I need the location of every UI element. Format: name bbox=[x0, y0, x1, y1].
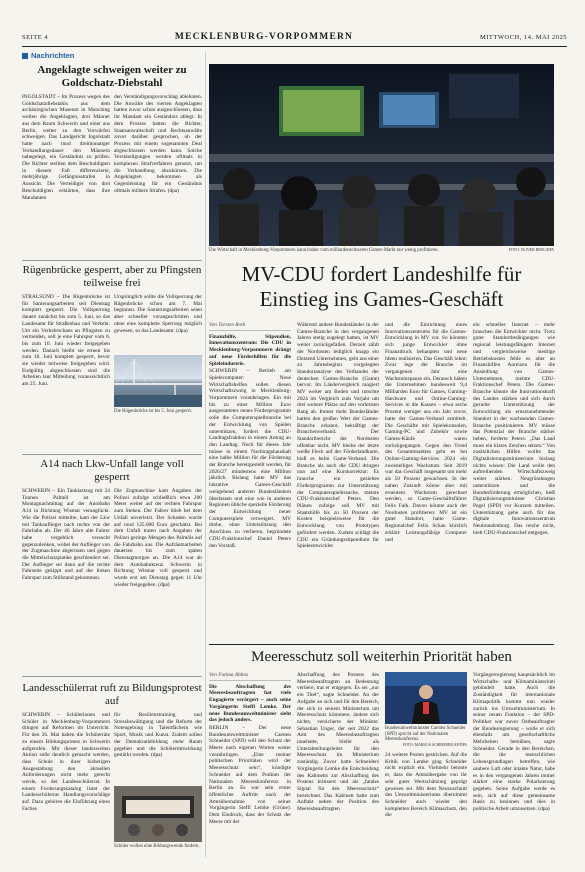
main-article-col3: und die Einrichtung eines Innovationszentrums für die Games-Entwicklung in MV vor. So könnten sich junge Entwickler ohne Finanzdruck behaupten und neue Ideen realisieren. Das Geschäft lohnt: Zwar lege die Branche im vergangenen Jahr eine Wachstumspause ein. Dennoch hätten die Unternehmen bundesweit 9,4 Milliarden Euro für Games, Gaming-Hardware und Online-Gaming-Services in die Kassen – etwa sechs Prozent weniger aus ein Jahr zuvor, hatte der Games-Verband ermittelt. Die Geschäfte mit Spielekonsolen, Gaming-PC und Zubehör sowie Games-Käufe waren zurückgegangen. Gegen den Trend des Gesamtmarktes geht es bei Online-Gaming-Services 2024 ein zweistelliges Wachstum. Seit 2019 war das Geschäft insgesamt um mehr als 50 Prozent gewachsen. In der nahen Zukunft könne aber mit erneutem Wachstum gerechnet werden, so Game-Geschäftsführer Felix Falk. Davon könnte auch der Nordosten profitieren: MV ist ein guter Standort, hatte Game-Regionalchef Felix Schan kürzlich erklärt: Leistungsfähige Computer und bbox=[385, 322, 467, 543]
article-a14-col2: Die Zugmaschine kam Angaben der Polizei zufolge schließlich etwa 200 Meter weiter auf der rechten Fahrspur zum Stehen. Der Fahrer blieb bei dem Unfall unverletzt. Der Schaden wurde auf rund 125.000 Euro geschätzt. Bei dem Unfall traten nach Angaben der Polizei geringe Mengen des Palmöls auf die Fahrbahn aus. Die Aufräumarbeiten dauerten bis zum späten Dienstagmorgen an. Die A14 war ab dem Autobahnkreuz Schwerin in Richtung Wismar voll gesperrt und wurde erst am Dienstag gegen 11 Uhr wieder freigegeben. (dpa) bbox=[114, 488, 202, 588]
news-kicker: Nachrichten bbox=[22, 51, 74, 60]
article-ruegenbruecke-col1: STRALSUND – Die Rügenbrücke ist für Sanierungsarbeiten seit Dienstag komplett gesperrt. Die Vollsperrung dauere zunächst bis zum 5. Juni, so das Landesamt für Straßenbau und Verkehr. Um ein Verkehrschaos an Pfingsten zu vermeiden, soll je eine Fahrspur vom 6. bis zum 10. Juni wieder freigegeben werden. Danach bleibt sie erneut bis zum 18. Juni komplett gesperrt, bevor sie wieder teilweise freigegeben wird. Endgültig abgeschlossen sind die Arbeiten laut Mitteilung voraussichtlich am 25. Juni. bbox=[22, 294, 110, 388]
main-byline: Von Torsten Roth bbox=[209, 322, 291, 331]
paper-section: MECKLENBURG-VORPOMMERN bbox=[174, 32, 354, 42]
bottom-article-col1 bbox=[209, 672, 291, 857]
main-article-col4: ein schnelles Internet – mehr brauchen die Entwickler nicht. Trotz guter Standortbedingungen wie regional leistungsfähigem Internet und vergleichsweise niedrige Betriebskosten fehle es aber an Finanzhilfen Anreizen für die Ansiedlung von Games-Unternehmen, meinte CDU-Fraktionschef Peters. Die Games-Branche könnte die Innovationskraft des Landes stärken und sich durch gezielte Unterstützung der Entwicklung als ernstzunehmender Standort in der wachsenden Games-Branche positionieren. MV müsse das Potenzial der Branche stärker heben, forderte Peters: „Das Land muss ein klares Zeichen setzen.“ Von zusätzlichen Hilfen wollte das Digitalisierungsministerium bislang nichts wissen: Die Land wolle den auftreibenden Wirtschaftszweig weiter stärken. Neugründungen unterstützen und die Bundesförderung ermöglichen, hieß Digitalisierungsminister Christian Pegel (SPD) vor Kurzem mitteilen. Unterstützung gebe auch für das digitale Innovationszentrum Neubrandenburg. Das reiche nicht, hielt CDU-Fraktionschef entgegen. bbox=[473, 322, 555, 536]
article-goldschatz-headline: Angeklagte schweigen weiter zu Goldschatz-Diebstahl bbox=[37, 64, 187, 89]
column-divider bbox=[205, 52, 206, 857]
divider bbox=[22, 676, 202, 677]
bottom-lead: Die Abschaffung des Meeresbeauftragten hat viele Engagierte verärgert – auch seine Vorgängerin Steffi Lemke. Der neue Bundesumweltminister sieht das jedoch anders. bbox=[209, 683, 291, 724]
article-goldschatz-col1: INGOLSTADT – Im Prozess wegen des Goldschatzdiebstahls aus dem archäologischen Museum in Manching wollen die Angeklagten, drei Männer aus dem Raum Schwerin und einer aus Berlin, weiter zu den Vorwürfen schweigen. Das Landgericht Ingolstadt hatte nach rund dreimonatiger Verhandlungsdauer den Männern nahegelegt, ein Geständnis zu prüfen. Die Richter stellten dem Beschuldigten in diesem Fall differenzierte, mehrjährige Gefängnisstrafen in Aussicht. Die Verteidiger von drei Beschuldigten erklärten, dass ihre Mandanten bbox=[22, 94, 110, 201]
article-schuelerrat-col1: SCHWERIN – Schülerinnen und Schüler in Mecklenburg-Vorpommern dringen auf Reformen im Unterricht. Für den 26. Mai haben die Schülerräte zu einem Bildungsprotest in Schwerin aufgerufen. Mit dieser landesweiten Aktion solle deutlich gemacht werden, dass Schule in ihrer bisherigen Ausgestaltung den aktuellen Anforderungen nicht mehr gerecht werde, so der Landesschülerrat. In einem Forderungskatalog listet der Landesschülerrat Handlungsvorschläge auf. Dazu gehören die Einführung eines Faches bbox=[22, 712, 110, 812]
article-goldschatz-col2: den Verständigungsvorschlag ablehnten. Die Anwälte des vierten Angeklagten hatten zuvor schon ausgeschlossen, dass ihr Mandant ein Geständnis ablegt. In dem Prozess hatten die Richter, Staatsanwaltschaft und Rechtsanwälte zuvor darüber gesprochen, ob der Prozess mit einem sogenannten Deal abgeschlossen werden kann. Solche Verständigungen werden oftmals in komplexen Strafverfahren genutzt, um die Verhandlung abzukürzen. Die Angeklagten bekommen als Gegenleistung für ein Geständnis oftmals mildere Strafen. (dpa) bbox=[114, 94, 202, 194]
article-schuelerrat-headline: Landesschülerrat ruft zu Bildungsprotest auf bbox=[22, 682, 202, 707]
masthead bbox=[22, 30, 567, 44]
article-a14-headline: A14 nach Lkw-Unfall lange voll gesperrt bbox=[40, 458, 184, 483]
gaming-hall-photo bbox=[209, 64, 554, 246]
bottom-text-1: BERLIN – Der neue Bundesumweltminister Carsten Schneider (SPD) will den Schutz der Meere nach eigenen Worten weiter voranbringen. „Eine meiner politischen Prioritäten wird der Meeresschutz sein“, kündigte Schneider auf dem Podium der Nationalen Meereskonferenz in Berlin an. Es war sein erster öffentlicher Auftritt nach der Amtsübernahme von seiner Vorgängerin Steffi Lemke (Grüne). Dem Eindruck, dass der Schutz der Meere mit der bbox=[209, 724, 291, 825]
minister-photo-caption: Bundesumweltminister Carsten Schneider (SPD) spricht auf der Nationalen Meereskonferenz. bbox=[385, 726, 466, 743]
main-article-col1 bbox=[209, 322, 291, 640]
article-ruegenbruecke-headline: Rügenbrücke gesperrt, aber zu Pfingsten teilweise frei bbox=[22, 264, 202, 289]
bottom-article-col2: Abschaffung des Postens des Meeresbeauftragten an Bedeutung verliere, trat er entgegen. Es sei „nur ein Titel“, sagte Schneider. An der Aufgabe an sich und für den Bereich, der sich in seinem Ministerium um Meeresschutz kümmere, ändere sich nichts, versicherte der Minister. Sebastian Unger, der seit 2022 das Amt des Meeresbeauftragten innehatte, bleibt als Unterabteilungsleiter für den Meeresschutz im Ministerium zuständig. Zuvor hatte Schneiders Vorgängerin Lemke die Entscheidung des Kabinetts zur Abschaffung des Postens kritisiert und als „fatales Signal für den Meeresschutz“ bezeichnet. Das Kabinett hatte zum Auftakt neben der Position des Meeresbeauftragten bbox=[297, 672, 379, 813]
gaming-photo-credit: FOTO: OLIVER BERG/DPA bbox=[508, 248, 554, 252]
students-photo bbox=[114, 786, 202, 842]
bridge-photo-caption: Die Rügenbrücke ist bis 5. Juni gesperrt. bbox=[114, 409, 193, 414]
bottom-article-col3: 24 weitere Posten gestrichen. Auf die Kritik von Lemke ging Schneider nicht explizit ein. Vielmehr betonte er, dass die Amtsübergabe von ihr sehr guter Wertschätzung geprägt gewesen sei. Mit dem Neuzuschnitt des Umweltministeriums übernimmt Schneider auch wieder den kompletten Bereich Klimaschutz, den die bbox=[385, 752, 467, 819]
divider bbox=[22, 454, 202, 455]
bottom-headline: Meeresschutz soll weiterhin Priorität haben bbox=[251, 649, 512, 665]
divider bbox=[22, 260, 202, 261]
issue-date: MITTWOCH, 14. MAI 2025 bbox=[479, 33, 567, 41]
bottom-byline: Von Fatima Abbas bbox=[209, 672, 291, 681]
main-headline-line2: Einstieg ins Games-Geschäft bbox=[259, 287, 504, 311]
gaming-photo-caption: Die Wirtschaft in Mecklenburg-Vorpommern kann bisher vom milliardenschweren Games-Markt nur wenig profitieren. bbox=[209, 248, 439, 253]
square-icon bbox=[22, 53, 28, 59]
page-number: SEITE 4 bbox=[22, 33, 49, 41]
main-text-1: SCHWERIN – Betrieb am Spielecomputer: Neue Wirtschaftshelfen sollen diesen Wirtschaftszweig in Mecklenburg-Vorpommern voranbringen. Ein mit bis zu einer Million Euro ausgestattetes neues Förderprogramm solle die Computerspielbranche bei der Entwicklung von Spielen unterstützen, fordert die CDU-Landtagsfraktion in einem Antrag an den Landtag. Noch für dieses Jahr müsse in einem Nachtragshaushalt eine halbe Million für die Förderung der Branche bereitgestellt werden, für 2026/27 mindestens eine Million jährlich. Bislang hatte MV das lukrative Games-Geschäft weitgehend anderen Bundesländern überlassen und eine wie in anderen Regionen übliche spezielle Förderung der Entwicklung neuer Computerspiele verweigert. MV drohe, ohne Unterstützung den Anschluss zu verlieren, begründete CDU-Fraktionschef Daniel Peters den Vorstoß. bbox=[209, 368, 291, 549]
main-headline-line1: MV-CDU fordert Landeshilfe für bbox=[241, 262, 522, 286]
bottom-article-col4: Vorgängerregierung hauptsächlich im Wirtschafts- und Klimaministerium gebündelt hatte. Auch die Zuständigkeit für internationale Klimapolitik kommt nun wieder zurück ins Umweltministerium. In seiner neuen Funktion – der SPD-Politiker war zuvor Ostbeauftragter der Bundesregierung – wolle er sich ebenfalls um gesellschaftliche Mehrheiten bemühen, sagte Schneider. Gerade in den Bereichen, die die menschlichen Lebensgrundlagen betreffen, wie saubere Luft oder intakte Natur, habe es in den vergangenen Jahren immer stärker eine starke Polarisierung gegeben. Seine Aufgabe werde es sein, sich auf diese gemeinsame Basis zu besinnen und dies in politische Arbeit umzusetzen. (dpa) bbox=[473, 672, 555, 813]
minister-photo bbox=[385, 672, 467, 724]
masthead-rule bbox=[22, 46, 567, 47]
article-schuelerrat-col2: für Resilienztraining und Stressbewältigung und die Reform der Notengebung in Talentfächern wie Sport, Musik und Kunst. Zudem sollen der Demokratiebildung mehr Raum gegeben und die Schülermitwirkung gestärkt werden. (dpa) bbox=[114, 712, 202, 759]
divider bbox=[209, 644, 554, 645]
students-photo-caption: Schüler wollen eine Bildungswende fordern. bbox=[114, 844, 200, 849]
article-a14-col1: SCHWERIN – Ein Tanklastzug mit 24 Tonnen Palmöl ist am Montagnachmittag auf der Autobahn A14 in Richtung Wismar verunglückt. Wie die Polizei mitteilte, kam der Lkw mit Tankauflieger nach rechts von der Fahrbahn ab. Der 46 Jahre alte Fahrer habe vergeblich versucht gegenzulenken, wobei der Auflieger von der Zugmaschine abgerissen und gegen die Mittelschutzplanke geschleudert sei. Der Auflieger sei dann auf die rechte Fahrseite gekippt und auf der linken Fahrspur zum Stillstand gekommen. bbox=[22, 488, 110, 582]
main-lead: Finanzhilfe, Stipendien, Innovationszentrum: Die CDU in Mecklenburg-Vorpommern drängt auf neue Förderhilfen für die Spieleindustrie. bbox=[209, 333, 291, 367]
bridge-photo bbox=[114, 355, 202, 407]
minister-photo-credit: FOTO: MARKUS SCHREIBER/AP/DPA bbox=[402, 743, 467, 747]
article-ruegenbruecke-col2: Ursprünglich sollte die Vollsperrung der Rügenbrücke schon am 7. Mai beginnen. Die Sanierungsarbeiten seien aber schneller vorangeschritten und ohne eine komplette Sperrung möglich gewesen, so das Landesamt. (dpa) bbox=[114, 294, 202, 334]
main-article-col2: Während andere Bundesländer in der Games-Branche in den vergangenen Jahren stetig zugelegt hatten, ist MV weiter zurückgefallen. Derzeit zählt der Nordosten lediglich knapp ein Dutzend Unternehmen, geht aus einer zu Jahresbeginn vorgelegten Standortanalyse des Verbandes der deutschen Games-Branche (Game) hervor. Im Ländervergleich rangiert MV weiter am Boden und rutschte 2024 im Vergleich zum Vorjahr um drei weitere Plätze auf den vorletzten Rang ab. Immer mehr Bundesländer hatten den großen Wert der Games-Branche erkannt, bekräftigt der Branchenverband. Der Standortbericht der Nordosten offenbar nicht. MV bleibe der letzte weiße Fleck auf der Förderlandkarte, hieß es beim Game-Verband. Die Branche als auch die CDU dringen nun auf eine Kurskorrektur: Es brauche ein gezieltes Förderprogramm zur Unterstützung der Computerspielbranche, meinte CDU-Fraktionschef Peters. Den Plänen zufolge soll MV mit Staatshilfe bis zu 50 Prozent der Kosten beispielsweise für die Entwicklung von Prototypen gefördert werden. Zudem schlägt die CDU ein Gründungsstipendium für Spieleentwickler bbox=[297, 322, 379, 550]
